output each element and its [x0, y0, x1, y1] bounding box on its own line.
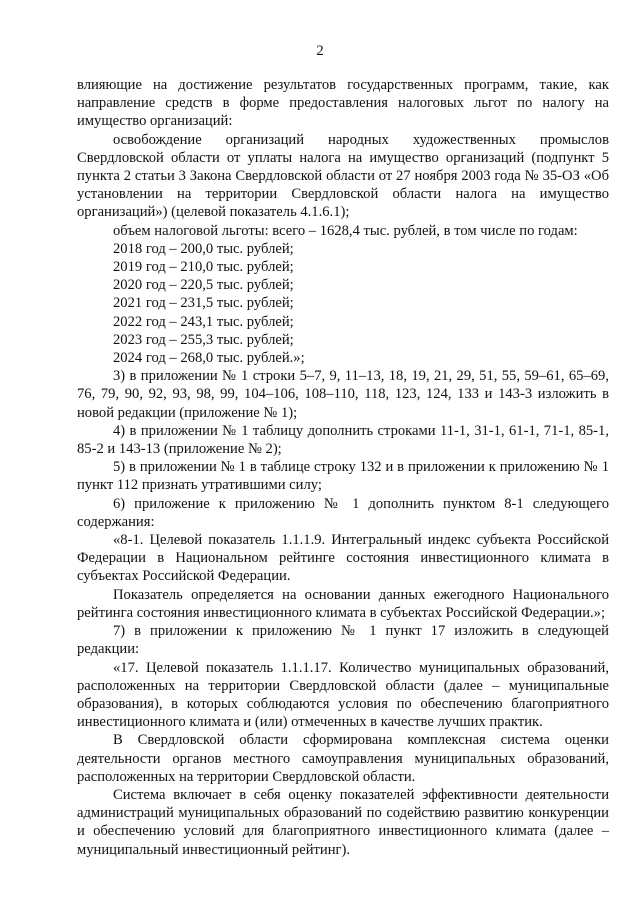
document-body: [77, 76, 609, 859]
list-item: 5) в приложении № 1 в таблице строку 132 и в приложении к приложению № 1 пункт 112 признать утратившими силу;: [77, 459, 609, 494]
year-line: 2022 год – 243,1 тыс. рублей;: [113, 313, 294, 330]
year-line: 2019 год – 210,0 тыс. рублей;: [113, 259, 294, 276]
year-line: 2020 год – 220,5 тыс. рублей;: [113, 277, 294, 294]
list-item: «17. Целевой показатель 1.1.1.17. Количество муниципальных образований, расположенных на территории Свердловской области (далее – муниципальные образования), в которых соблюдаются условия по обеспечению благоприятного инвестиционного климата и (или) отмеченных в качестве лучших практик.: [77, 659, 609, 731]
list-item: 7) в приложении к приложению № 1 пункт 17 изложить в следующей редакции:: [77, 623, 609, 658]
year-line: 2021 год – 231,5 тыс. рублей;: [113, 295, 294, 312]
list-item: Система включает в себя оценку показателей эффективности деятельности администраций муниципальных образований по содействию развитию конкуренции и обеспечению условий для благоприятного инвестиционного климата (далее – муниципальный инвестиционный рейтинг).: [77, 786, 609, 858]
year-line: 2024 год – 268,0 тыс. рублей.»;: [113, 350, 305, 367]
list-item: 6) приложение к приложению № 1 дополнить пунктом 8-1 следующего содержания:: [77, 495, 609, 530]
list-item: 3) в приложении № 1 строки 5–7, 9, 11–13, 18, 19, 21, 29, 51, 55, 59–61, 65–69, 76, 79, 90, 92, 93, 98, 99, 104–106, 108–110, 118, 123, 124, 133 и 143-3 изложить в новой редакции (приложение № 1);: [77, 368, 609, 421]
list-item: 4) в приложении № 1 таблицу дополнить строками 11-1, 31-1, 61-1, 71-1, 85-1, 85-2 и 143-13 (приложение № 2);: [77, 422, 609, 458]
year-line: 2023 год – 255,3 тыс. рублей;: [113, 331, 294, 348]
page-number: 2: [316, 43, 324, 59]
paragraph: влияющие на достижение результатов государственных программ, такие, как направление средств в форме предоставления налоговых льгот по налогу на имущество организаций:: [77, 77, 609, 130]
paragraph: объем налоговой льготы: всего – 1628,4 тыс. рублей, в том числе по годам:: [113, 222, 578, 239]
list-item: В Свердловской области сформирована комплексная система оценки деятельности органов местного самоуправления муниципальных образований, расположенных на территории Свердловской области.: [77, 732, 609, 785]
list-item: «8-1. Целевой показатель 1.1.1.9. Интегральный индекс субъекта Российской Федерации в Национальном рейтинге состояния инвестиционного климата в субъектах Российской Федерации.: [77, 532, 609, 585]
list-item: Показатель определяется на основании данных ежегодного Национального рейтинга состояния инвестиционного климата в субъектах Российской Федерации.»;: [77, 586, 609, 621]
paragraph: освобождение организаций народных художественных промыслов Свердловской области от уплаты налога на имущество организаций (подпункт 5 пункта 2 статьи 3 Закона Свердловской области от 27 ноября 2003 года № 35-ОЗ «Об установлении на территории Свердловской области налога на имущество организаций») (целевой показатель 4.1.6.1);: [77, 131, 609, 221]
year-line: 2018 год – 200,0 тыс. рублей;: [113, 240, 294, 257]
